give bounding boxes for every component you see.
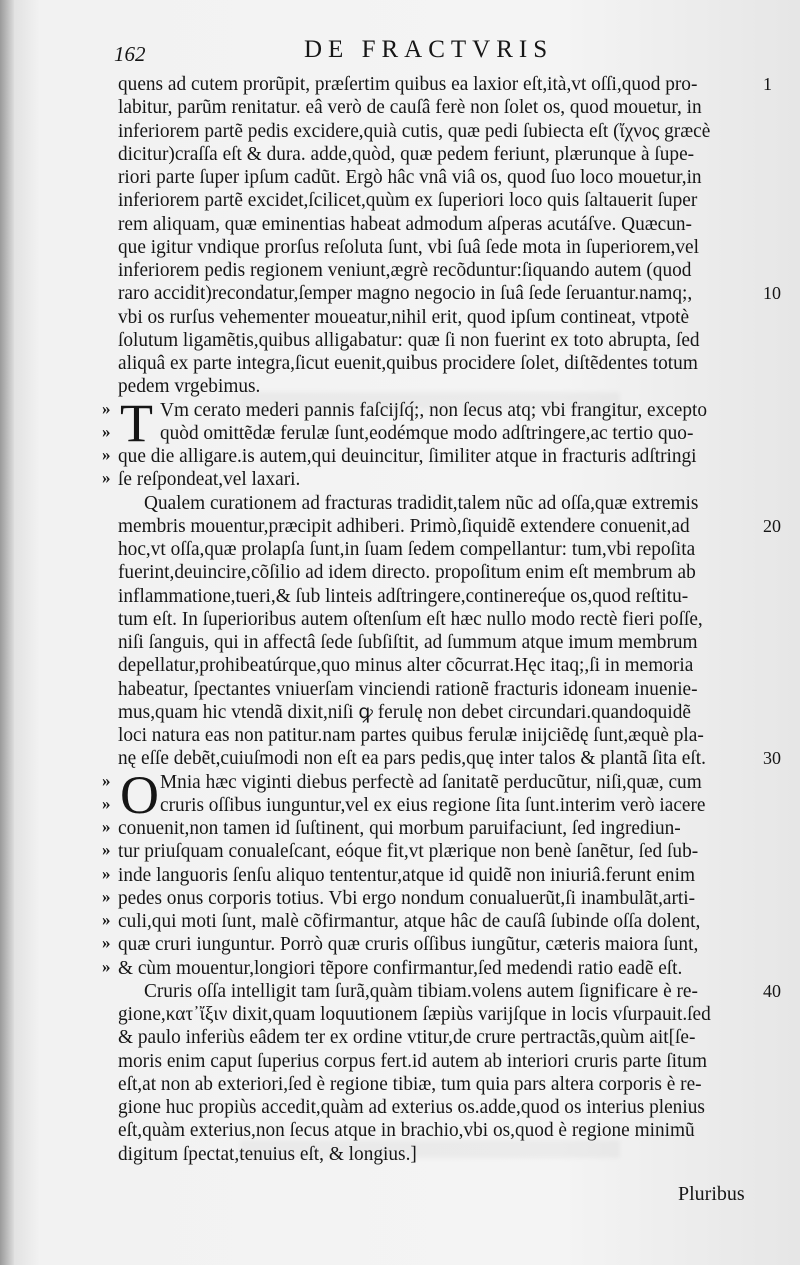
quotation-mark: » — [102, 910, 111, 929]
text-line — [118, 608, 754, 631]
folio-number: 162 — [114, 42, 146, 66]
quotation-mark: » — [102, 840, 111, 860]
text-line — [118, 329, 754, 352]
text-line — [118, 375, 754, 398]
line-text: que igitur vndique prorſus reſoluta ſunt, vbi ſuâ ſede mota in ſuperiorem,vel — [118, 236, 699, 258]
text-line — [118, 980, 781, 1003]
text-line — [118, 747, 781, 770]
line-text: habeatur, ſpectantes vniuerſam vinciendi rationẽ fracturis idoneam inuenie- — [118, 678, 698, 700]
line-text: gione huc propiùs accedit,quàm ad exterius os.adde,quod os interius plenius — [118, 1097, 705, 1118]
text-line — [118, 561, 754, 584]
text-line — [102, 933, 754, 956]
text-line — [102, 910, 754, 933]
text-line — [118, 143, 754, 166]
line-text: ſe reſpondeat,vel laxari. — [118, 469, 301, 491]
text-line — [118, 352, 754, 375]
line-text: membris mouentur,præcipit adhiberi. Primò,ſiquidẽ extendere conuenit,ad — [118, 515, 690, 537]
text-line — [118, 282, 781, 305]
drop-capital: O — [120, 764, 159, 825]
text-line — [118, 306, 754, 329]
quotation-mark: » — [102, 421, 111, 441]
text-line — [118, 1096, 754, 1119]
line-text: tum eſt. In ſuperioribus autem oſtenſum eſt hæc nullo modo rectè fieri poſſe, — [118, 608, 703, 630]
line-text: eſt,quàm exterius,non ſecus atque in brachio,vbi os,quod è regione minimũ — [118, 1120, 695, 1142]
line-text: depellatur,prohibeatúrque,quo minus alter cõcurrat.Hęc itaq;,ſi in memoria — [118, 655, 694, 677]
line-text: dicitur)craſſa eſt & dura. adde,quòd, quæ pedem feriunt, plærunque à ſupe- — [118, 143, 695, 165]
line-text: inferiorem partẽ excidet,ſcilicet,quùm ex ſuperiori loco quis ſaltauerit ſuper — [118, 190, 698, 212]
page-header — [114, 36, 754, 68]
line-text: mus,quam hic vtendã dixit,niſi ꝙ ferulę non debet circundari.quandoquidẽ — [118, 701, 691, 723]
line-text: quæ cruri iunguntur. Porrò quæ cruris oſſibus iungũtur, cæteris maiora ſunt, — [118, 934, 699, 956]
text-line — [118, 213, 754, 236]
text-line — [118, 585, 754, 608]
text-body — [102, 73, 781, 1166]
quotation-mark: » — [102, 933, 111, 953]
line-text: aliquâ ex parte integra,ſicut euenit,quibus procidere ſolet, diſtẽdentes totum — [118, 353, 698, 374]
margin-line-number: 40 — [763, 980, 781, 1001]
line-text: hoc,vt oſſa,quæ prolapſa ſunt,in ſuam ſedem compellantur: tum,vbi repoſita — [118, 539, 696, 560]
line-text: tur priuſquam conualeſcant, eóque fit,vt plærique non benè ſanẽtur, ſed ſub- — [118, 841, 699, 863]
margin-line-number: 1 — [763, 74, 772, 94]
text-line — [118, 492, 754, 515]
quotation-mark: » — [102, 445, 111, 464]
page-gutter-shadow — [0, 0, 14, 1265]
text-line — [102, 817, 754, 840]
text-line — [118, 724, 754, 747]
line-text: pedes onus corporis totius. Vbi ergo nondum conualuerũt,ſi inambulãt,arti- — [118, 887, 696, 909]
quotation-mark: » — [102, 956, 111, 976]
text-line — [118, 166, 754, 189]
text-line — [102, 421, 754, 445]
catchword: Pluribus — [678, 1183, 745, 1205]
line-text: ſolutum ligamẽtis,quibus alligabatur: quæ ſi non fuerint ex toto abrupta, ſed — [118, 329, 700, 351]
line-text: & paulo inferiùs eâdem ter ex ordine vtitur,de crure pertractãs,quùm ait[ſe- — [118, 1027, 696, 1049]
commentary-paragraph — [118, 980, 781, 1166]
line-text: pedem vrgebimus. — [118, 376, 261, 398]
line-text: nę eſſe debẽt,cuiuſmodi non eſt ea pars pedis,quę inter talos & plantã ſita eſt. — [118, 748, 706, 770]
line-text: gione,κατ᾽ἴξιν dixit,quam loquutionem ſæpiùs varijſque in locis vſurpauit.ſed — [118, 1004, 711, 1025]
line-text: vbi os rurſus vehementer moueatur,nihil erit, quod ipſum contineat, vtpotè — [118, 306, 690, 328]
text-line — [118, 96, 754, 119]
text-line — [118, 259, 754, 282]
text-line — [118, 1050, 754, 1073]
line-text: Qualem curationem ad fracturas tradidit,talem nũc ad oſſa,quæ extremis — [144, 492, 699, 514]
line-text: inde languoris ſenſu aliquo tententur,atque id quidẽ non iniuriâ.ferunt enim — [118, 864, 695, 886]
text-line — [102, 863, 754, 887]
margin-line-number: 20 — [763, 515, 781, 536]
text-line — [118, 73, 772, 96]
line-text: labitur, parũm renitatur. eâ verò de cauſâ ferè non ſolet os, quod mouetur, in — [118, 97, 702, 119]
line-text: que die alligare.is autem,qui deuincitur, ſimiliter atque in fracturis adſtringi — [118, 446, 697, 467]
line-text: niſi ſanguis, qui in affectâ ſede ſubſiſtit, ad ſummum atque imum membrum — [118, 632, 698, 653]
commentary-paragraph — [118, 73, 781, 399]
quotation-mark: » — [102, 817, 111, 836]
quotation-mark: » — [102, 398, 111, 418]
text-line — [102, 793, 754, 817]
quotation-mark: » — [102, 793, 111, 813]
text-line — [118, 631, 754, 654]
text-line — [118, 1119, 754, 1142]
text-line — [118, 236, 754, 259]
line-text: cruris oſſibus iunguntur,vel ex eius regione ſita ſunt.interim verò iacere — [160, 794, 706, 816]
line-text: inflammatione,tueri,& ſub linteis adſtringere,continereq́ue os,quod reſtitu- — [118, 585, 689, 607]
line-text: culi,qui moti ſunt, malè cõfirmantur, atque hâc de cauſâ ſubinde oſſa dolent, — [118, 911, 701, 932]
line-text: quòd omittẽdæ ferulæ ſunt,eodémque modo adſtringere,ac tertio quo- — [160, 422, 694, 444]
text-line — [118, 1026, 754, 1049]
quotation-mark: » — [102, 886, 111, 906]
text-line — [118, 1073, 754, 1096]
quotation-mark: » — [102, 468, 111, 488]
margin-line-number: 30 — [763, 748, 781, 769]
line-text: eſt,at non ab exteriori,ſed è regione tibiæ, tum quia pars altera corporis è re- — [118, 1073, 702, 1095]
line-text: raro accidit)recondatur,ſemper magno negocio in ſuâ ſede ſeruantur.namq;, — [118, 283, 693, 305]
line-text: Vm cerato mederi pannis faſcijſq́;, non ſecus atq; vbi frangitur, excepto — [160, 399, 708, 421]
line-text: riori parte ſuper ipſum cadũt. Ergò hâc vnâ viâ os, quod ſuo loco mouetur,in — [118, 167, 702, 188]
hippocrates-text-block — [102, 764, 754, 980]
text-line — [102, 886, 754, 910]
line-text: Cruris oſſa intelligit tam ſurã,quàm tibiam.volens autem ſignificare è re- — [144, 980, 698, 1002]
margin-line-number: 10 — [763, 283, 781, 304]
text-line — [118, 678, 754, 701]
line-text: fuerint,deuincire,cõſilio ad idem directo. propoſitum enim eſt membrum ab — [118, 562, 696, 584]
line-text: loci natura eas non patitur.nam partes quibus ferulæ inijciẽdę ſunt,æquè pla- — [118, 725, 704, 746]
line-text: Mnia hæc viginti diebus perfectè ad ſanitatẽ perducũtur, niſi,quæ, cum — [160, 771, 702, 793]
commentary-paragraph — [118, 492, 781, 771]
text-line — [118, 1003, 754, 1026]
text-line — [118, 1143, 754, 1166]
text-line — [102, 445, 754, 468]
text-line — [118, 654, 754, 677]
text-line — [118, 189, 754, 212]
quotation-mark: » — [102, 770, 111, 790]
text-line — [102, 468, 754, 491]
line-text: conuenit,non tamen id ſuſtinent, qui morbum paruifaciunt, ſed ingrediun- — [118, 818, 681, 839]
hippocrates-text-block — [102, 392, 754, 492]
text-line — [102, 840, 754, 863]
quotation-mark: » — [102, 863, 111, 883]
line-text: moris enim caput ſuperius corpus fert.id autem ab interiori cruris parte ſitum — [118, 1050, 708, 1072]
text-line — [118, 701, 754, 724]
running-title: DE FRACTVRIS — [304, 36, 554, 63]
line-text: digitum ſpectat,tenuius eſt, & longius.] — [118, 1143, 417, 1165]
text-line — [118, 515, 781, 538]
text-line — [102, 956, 754, 980]
line-text: inferiorem partẽ pedis excidere,quià cutis, quæ pedi ſubiecta eſt (ἴχνος græcè — [118, 120, 711, 142]
drop-capital: T — [120, 392, 153, 453]
line-text: inferiorem pedis regionem veniunt,ægrè recõduntur:ſiquando autem (quod — [118, 260, 692, 281]
text-line — [118, 538, 754, 561]
line-text: & cùm mouentur,longiori tẽpore confirmantur,ſed medendi ratio eadẽ eſt. — [118, 957, 683, 979]
line-text: quens ad cutem prorũpit, præſertim quibus ea laxior eſt,ità,vt oſſi,quod pro- — [118, 74, 698, 95]
line-text: rem aliquam, quæ eminentias habeat admodum aſperas acutáſve. Quæcun- — [118, 213, 692, 235]
text-line — [118, 120, 754, 143]
